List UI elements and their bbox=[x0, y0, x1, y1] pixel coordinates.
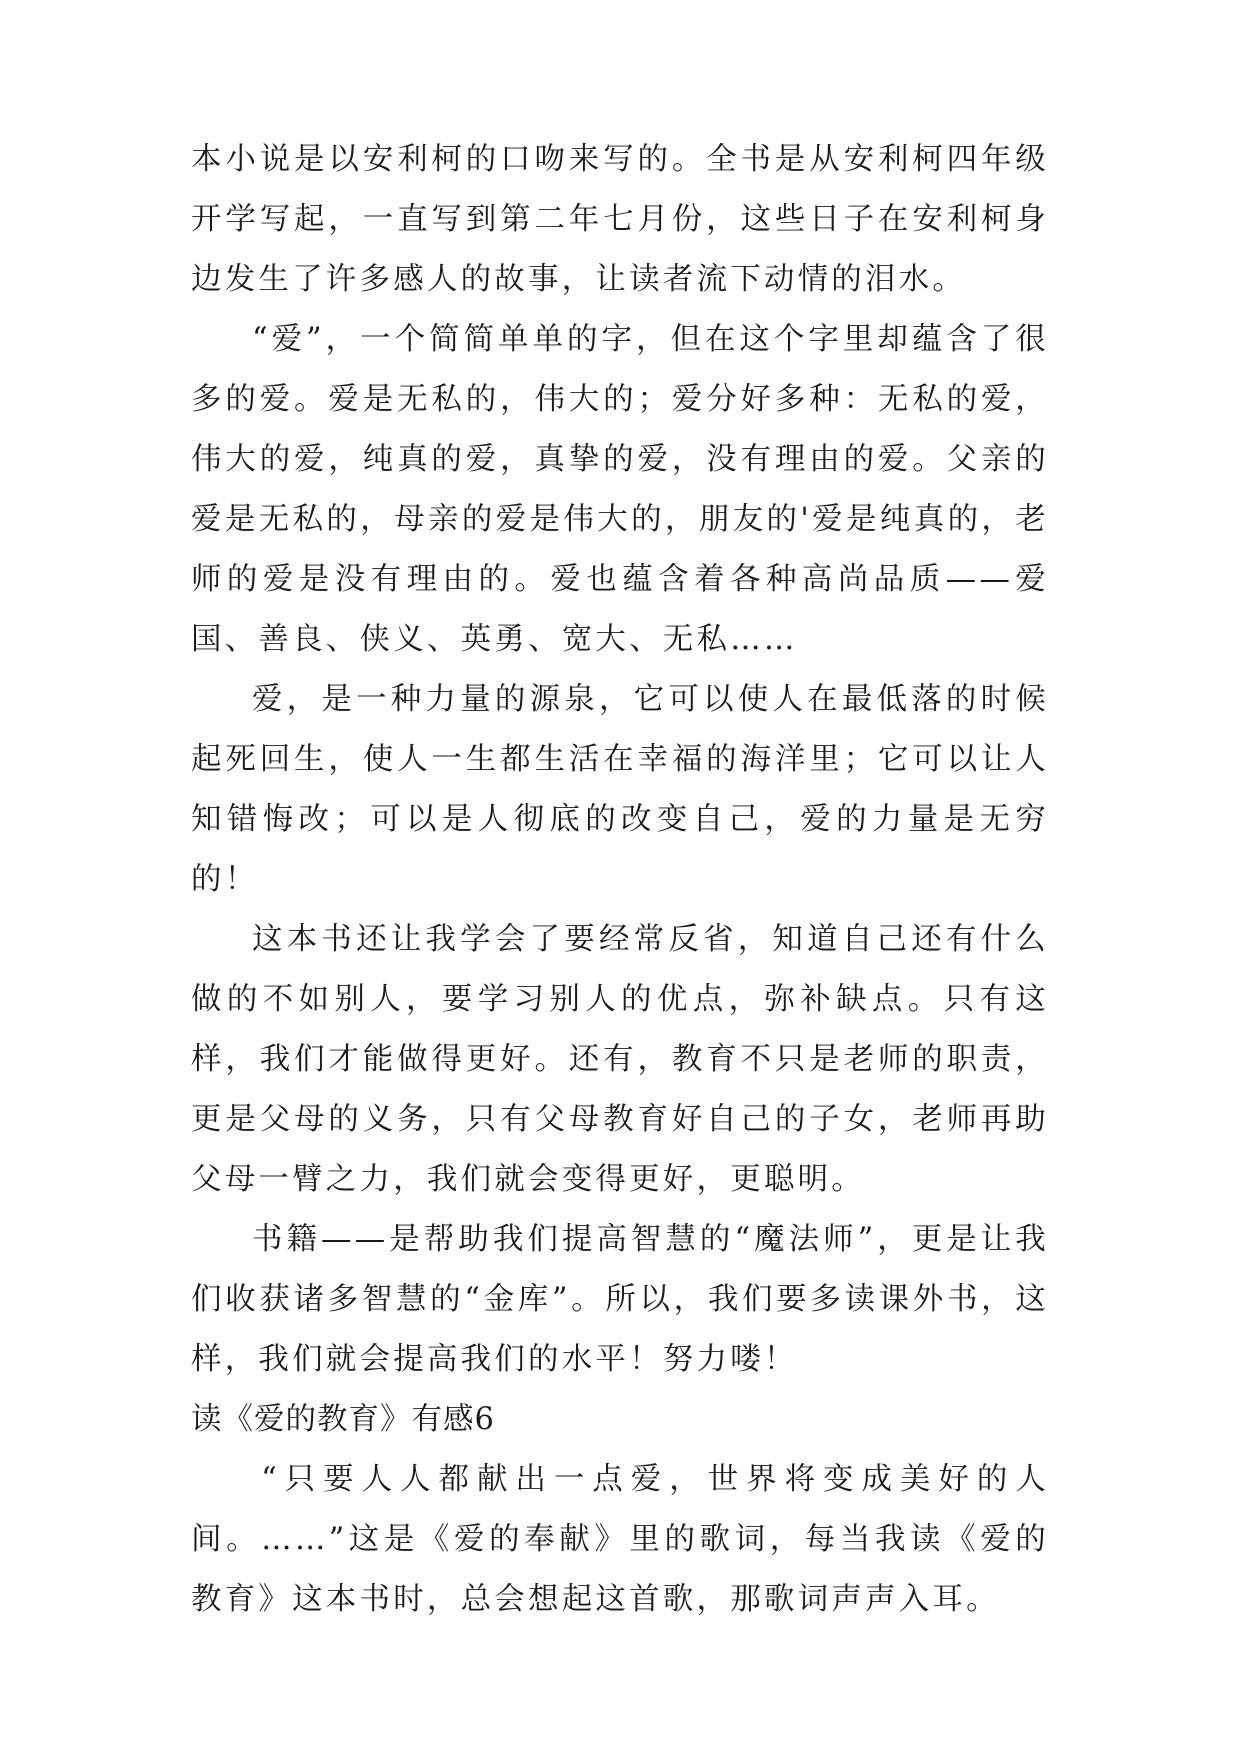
paragraph-4: 这本书还让我学会了要经常反省，知道自己还有什么做的不如别人，要学习别人的优点，弥补缺点。只有这样，我们才能做得更好。还有，教育不只是老师的职责，更是父母的义务，只有父母教育好自己的子女，老师再助父母一臂之力，我们就会变得更好，更聪明。 bbox=[191, 922, 1049, 1197]
section-heading: 读《爱的教育》有感6 bbox=[191, 1402, 495, 1437]
paragraph-1: 本小说是以安利柯的口吻来写的。全书是从安利柯四年级开学写起，一直写到第二年七月份，这些日子在安利柯身边发生了许多感人的故事，让读者流下动情的泪水。 bbox=[191, 142, 1049, 297]
paragraph-5: 书籍——是帮助我们提高智慧的“魔法师”，更是让我们收获诸多智慧的“金库”。所以，我们要多读课外书，这样，我们就会提高我们的水平！努力喽！ bbox=[191, 1222, 1049, 1377]
closing-paragraph: “只要人人都献出一点爱，世界将变成美好的人间。……”这是《爱的奉献》里的歌词，每当我读《爱的教育》这本书时，总会想起这首歌，那歌词声声入耳。 bbox=[191, 1462, 1049, 1617]
paragraph-3: 爱，是一种力量的源泉，它可以使人在最低落的时候起死回生，使人一生都生活在幸福的海洋里；它可以让人知错悔改；可以是人彻底的改变自己，爱的力量是无穷的！ bbox=[191, 682, 1049, 897]
paragraph-2: “爱”，一个简简单单的字，但在这个字里却蕴含了很多的爱。爱是无私的，伟大的；爱分好多种：无私的爱，伟大的爱，纯真的爱，真挚的爱，没有理由的爱。父亲的爱是无私的，母亲的爱是伟大的，朋友的'爱是纯真的，老师的爱是没有理由的。爱也蕴含着各种高尚品质——爱国、善良、侠义、英勇、宽大、无私…… bbox=[191, 322, 1049, 657]
document-page bbox=[191, 130, 1049, 1630]
